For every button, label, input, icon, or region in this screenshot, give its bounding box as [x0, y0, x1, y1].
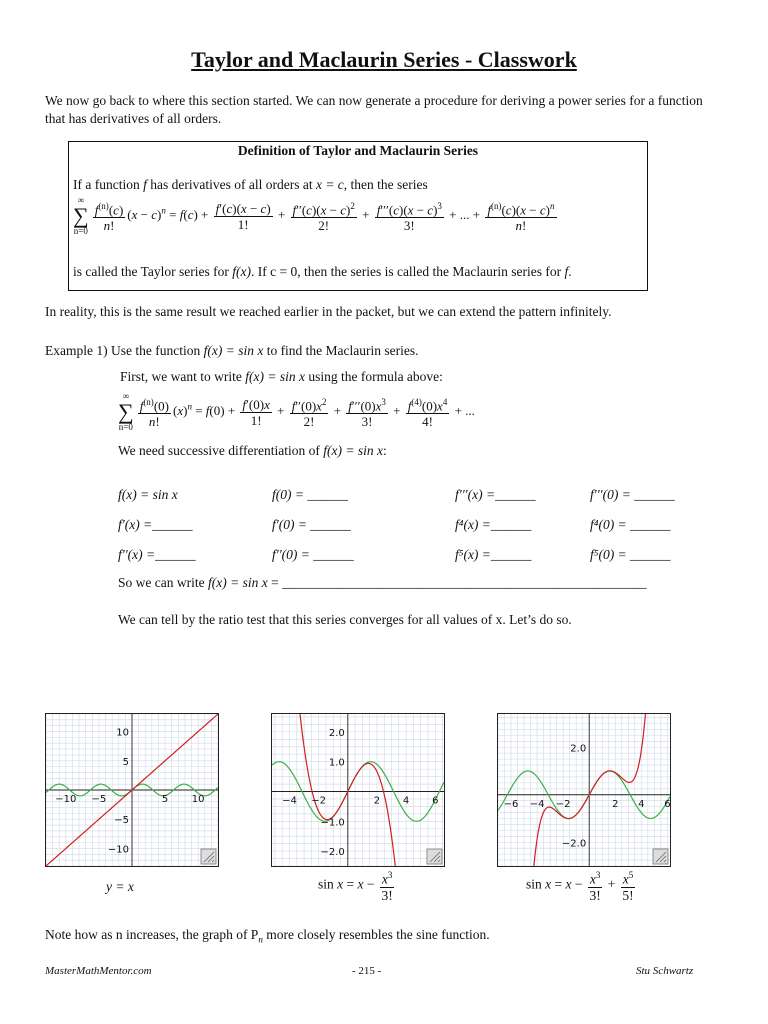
graph-1-svg [46, 714, 218, 866]
deriv-row-3-col-3: f⁵(x) =______ [455, 547, 532, 562]
graph-cubic-approx [271, 713, 445, 867]
successive-diff-text: We need successive differentiation of f(x) = sin x: [118, 443, 387, 458]
x-tick-label: 6 [432, 795, 439, 807]
y-tick-label: −10 [107, 844, 129, 856]
page-title: Taylor and Maclaurin Series - Classwork [191, 47, 577, 72]
x-tick-label: 4 [402, 795, 410, 807]
y-tick-label: −5 [114, 815, 129, 827]
x-tick-label: −5 [91, 794, 107, 805]
example-1-prompt: Example 1) Use the function f(x) = sin x to find the Maclaurin series. [45, 343, 419, 358]
caption-graph-3: sin x = x − $\frac{x^3}{3!}$ + $\frac{x^5}{5!}$ [526, 870, 634, 903]
x-tick-label: −6 [503, 798, 519, 810]
footer-site: MasterMathMentor.com [45, 965, 152, 977]
ratio-test-text: We can tell by the ratio test that this series converges for all values of x. Let’s do so. [118, 612, 572, 627]
footer-author: Stu Schwartz [636, 965, 694, 977]
y-tick-label: 10 [116, 727, 129, 739]
definition-box [68, 141, 648, 291]
deriv-row-3-col-2: f′′(0) = ______ [272, 547, 354, 562]
x-tick-label: 5 [161, 794, 169, 805]
maclaurin-formula: ∞ ∑ n=0 $\frac{f^{(n)}(0)}{n!}$ $(x)^n = f(0)$ + $\frac{f'(0)x}{1!}$ + $\frac{f''(0)x^2}{2!}$ + $\frac{f'''(0)x^3}{3!}$ + $\frac{f^{(4)}(0)x^4}{4!}$ + ... [118, 391, 475, 432]
graph-3-svg [498, 714, 670, 866]
deriv-row-2-col-2: f′(0) = ______ [272, 517, 351, 532]
y-tick-label: 2.0 [328, 727, 345, 739]
y-tick-label: 2.0 [570, 743, 587, 755]
x-tick-label: −2 [311, 795, 327, 807]
deriv-row-3-col-4: f⁵(0) = ______ [590, 547, 671, 562]
definition-heading: Definition of Taylor and Maclaurin Series [237, 143, 479, 158]
y-tick-label: −1.0 [320, 817, 345, 829]
x-tick-label: −10 [55, 794, 77, 805]
deriv-row-1-col-2: f(0) = ______ [272, 487, 348, 502]
x-tick-label: −4 [282, 795, 297, 807]
so-we-can-write: So we can write f(x) = sin x = ______________________________________________________ [118, 575, 647, 590]
x-tick-label: 4 [638, 798, 645, 810]
y-tick-label: 5 [122, 756, 129, 768]
deriv-row-1-col-3: f′′′(x) =______ [455, 487, 536, 502]
taylor-formula: ∞ ∑ n=0 $\frac{f^{(n)}(c)}{n!}$ $(x - c)^n = f(c)$ + $\frac{f'(c)(x - c)}{1!}$ + $\frac{f''(c)(x - c)^2}{2!}$ + $\frac{f'''(c)(x - c)^3}{3!}$ + ... + $\frac{f^{(n)}(c)(x - c)^n}{n!}$ [73, 195, 555, 236]
deriv-row-3-col-1: f′′(x) =______ [118, 547, 196, 562]
caption-graph-2: sin x = x − $\frac{x^3}{3!}$ [318, 870, 393, 903]
x-tick-label: 2 [373, 795, 381, 807]
x-tick-label: −2 [555, 798, 571, 810]
x-tick-label: −4 [529, 798, 545, 810]
definition-line-1: If a function f has derivatives of all orders at x = c, then the series [73, 177, 428, 192]
y-tick-label: −2.0 [320, 847, 345, 859]
x-tick-label: 2 [612, 798, 619, 810]
graph-quintic-approx [497, 713, 671, 867]
graph-y-equals-x [45, 713, 219, 867]
deriv-row-2-col-4: f⁴(0) = ______ [590, 517, 671, 532]
x-tick-label: 6 [664, 798, 670, 810]
y-tick-label: −2.0 [561, 838, 587, 850]
first-step-text: First, we want to write f(x) = sin x using the formula above: [120, 369, 443, 384]
deriv-row-1-col-1: f(x) = sin x [118, 487, 178, 502]
intro-paragraph: We now go back to where this section started. We can now generate a procedure for deriving a power series for a function that has derivatives of all orders. [45, 93, 703, 126]
deriv-row-2-col-1: f′(x) =______ [118, 517, 193, 532]
x-tick-label: 10 [191, 794, 205, 805]
deriv-row-1-col-4: f′′′(0) = ______ [590, 487, 675, 502]
caption-graph-1: y = x [106, 879, 134, 894]
note-text: Note how as n increases, the graph of $P_n$ more closely resembles the sine function. [45, 927, 490, 945]
graph-2-svg [272, 714, 444, 866]
footer-page-number: - 215 - [352, 965, 382, 977]
definition-line-3: is called the Taylor series for f(x). If c = 0, then the series is called the Maclaurin series for f. [73, 264, 572, 279]
y-tick-label: 1.0 [328, 757, 345, 769]
reality-paragraph: In reality, this is the same result we reached earlier in the packet, but we can extend the pattern infinitely. [45, 304, 612, 319]
deriv-row-2-col-3: f⁴(x) =______ [455, 517, 532, 532]
